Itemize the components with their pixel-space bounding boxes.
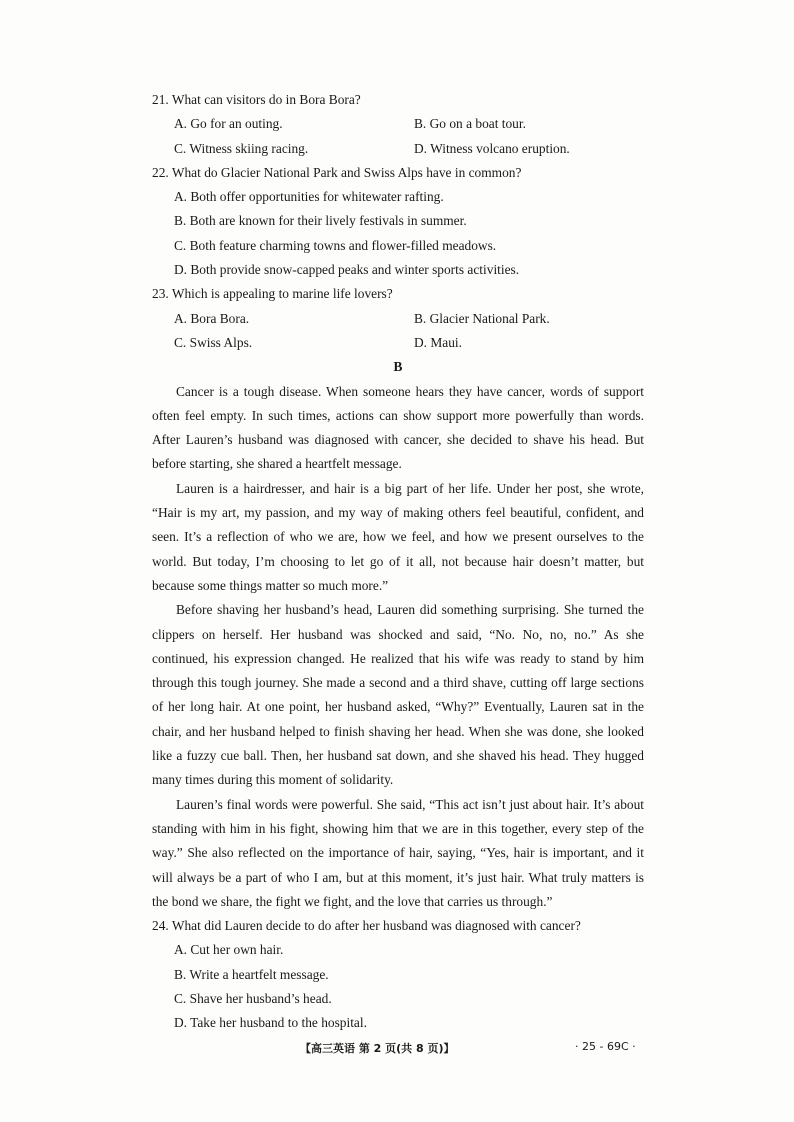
question-21: 21. What can visitors do in Bora Bora? xyxy=(152,92,361,107)
q21-option-c: C. Witness skiing racing. xyxy=(174,140,309,156)
q21-options-row-1 xyxy=(152,112,644,136)
q21-option-b: B. Go on a boat tour. xyxy=(414,116,526,132)
q22-option-a: A. Both offer opportunities for whitewater rafting. xyxy=(174,189,444,205)
footer-code: · 25 - 69C · xyxy=(575,1040,636,1053)
q24-option-c: C. Shave her husband’s head. xyxy=(174,990,332,1006)
passage-paragraph-2: Lauren is a hairdresser, and hair is a big part of her life. Under her post, she wrote, “Hair is my art, my passion, and my way of making others feel beautiful, confident, and seen. It’s a reflection of who we are, how we feel, and how we present ourselves to the world. But today, I’m choosing to let go of it all, not because hair doesn’t matter, but because some things matter so much more.” xyxy=(152,480,644,593)
page-content xyxy=(152,88,644,1036)
footer-page-info: 【高三英语 第 2 页(共 8 页)】 xyxy=(300,1042,455,1055)
section-label: B xyxy=(393,359,403,375)
q21-option-a: A. Go for an outing. xyxy=(174,116,283,132)
q21-options-row-2 xyxy=(152,137,644,161)
q24-option-a: A. Cut her own hair. xyxy=(174,942,284,958)
q24-option-d: D. Take her husband to the hospital. xyxy=(174,1015,367,1031)
q22-option-d: D. Both provide snow-capped peaks and winter sports activities. xyxy=(174,262,520,278)
q23-options-row-1 xyxy=(152,307,644,331)
q23-options-row-2 xyxy=(152,331,644,355)
q23-option-b: B. Glacier National Park. xyxy=(414,310,550,326)
q23-option-d: D. Maui. xyxy=(414,334,462,350)
q24-option-b: B. Write a heartfelt message. xyxy=(174,966,329,982)
passage-paragraph-4: Lauren’s final words were powerful. She said, “This act isn’t just about hair. It’s about standing with him in his fight, showing him that we are in this together, every step of the way.” She also reflected on the importance of hair, saying, “Yes, hair is important, and it will always be a part of who I am, but at this moment, it’s just hair. What truly matters is the bond we share, the fight we fight, and the love that carries us through.” xyxy=(152,796,644,909)
question-23: 23. Which is appealing to marine life lovers? xyxy=(152,286,393,302)
passage-paragraph-3: Before shaving her husband’s head, Lauren did something surprising. She turned the clippers on herself. Her husband was shocked and said, “No. No, no, no.” As she continued, his expression changed. He realized that his wife was ready to stand by him through this tough journey. She made a second and a third shave, cutting off large sections of her long hair. At one point, her husband asked, “Why?” Eventually, Lauren sat in the chair, and her husband helped to finish shaving her head. When she was done, she looked like a fuzzy cue ball. Then, her husband sat down, and she shaved his head. They hugged many times during this moment of solidarity. xyxy=(152,602,644,788)
q22-option-b: B. Both are known for their lively festivals in summer. xyxy=(174,213,467,229)
q23-option-a: A. Bora Bora. xyxy=(174,310,250,326)
q23-option-c: C. Swiss Alps. xyxy=(174,334,253,350)
q22-option-c: C. Both feature charming towns and flower-filled meadows. xyxy=(174,237,497,253)
question-22: 22. What do Glacier National Park and Swiss Alps have in common? xyxy=(152,164,522,180)
passage-paragraph-1: Cancer is a tough disease. When someone hears they have cancer, words of support often feel empty. In such times, actions can show support more powerfully than words. After Lauren’s husband was diagnosed with cancer, she decided to shave his head. But before starting, she shared a heartfelt message. xyxy=(152,383,644,472)
q21-option-d: D. Witness volcano eruption. xyxy=(414,140,570,156)
question-24: 24. What did Lauren decide to do after her husband was diagnosed with cancer? xyxy=(152,918,581,934)
